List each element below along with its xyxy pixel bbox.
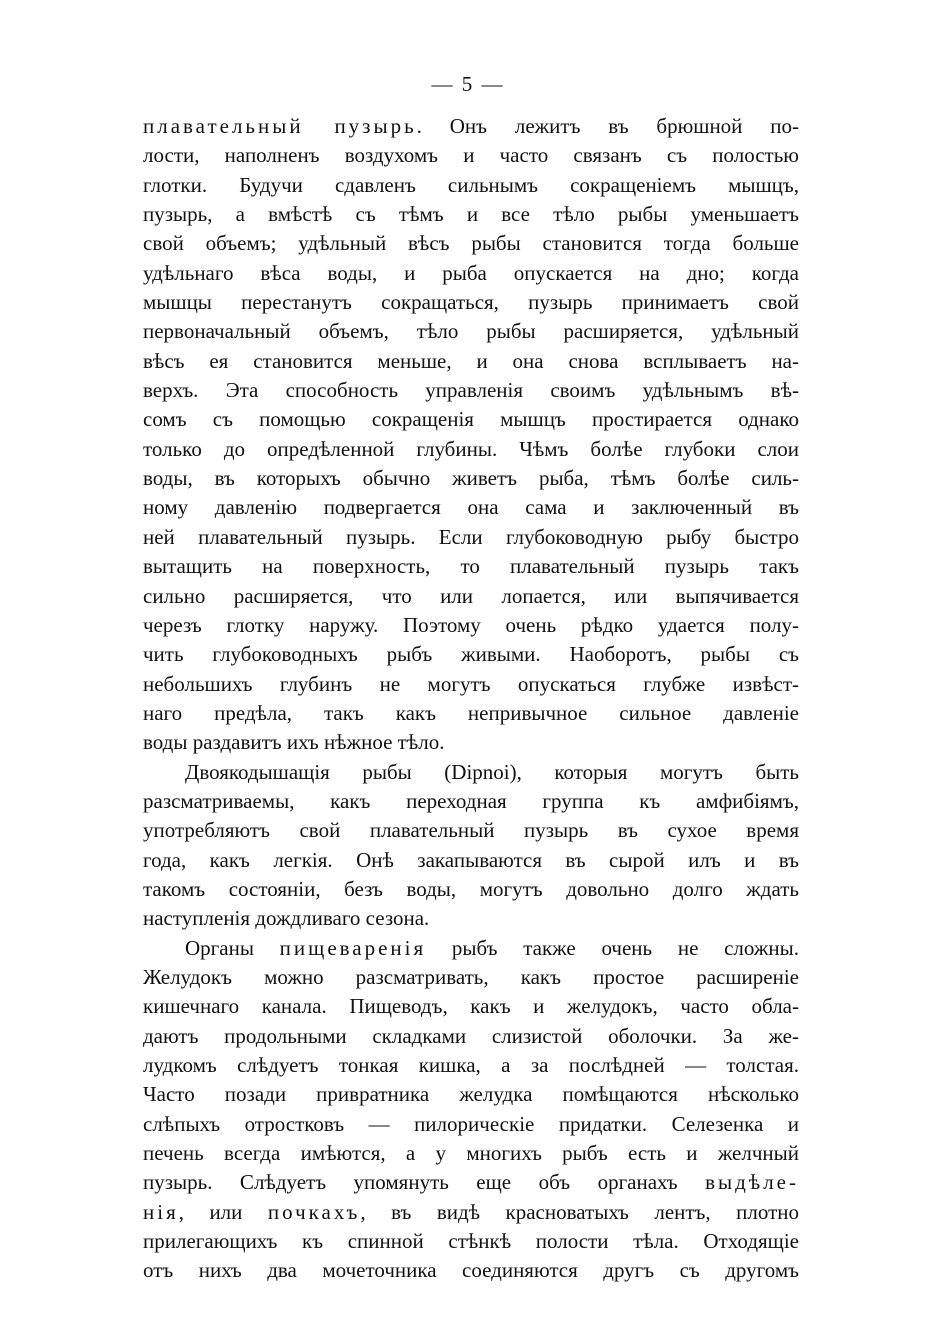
page-number: — 5 — bbox=[431, 72, 505, 96]
text-run: , въ видѣ красноватыхъ лентъ, плотно bbox=[360, 1199, 799, 1224]
text-run: верхъ. Эта способность управленія своимъ удѣльнымъ вѣ- bbox=[143, 378, 799, 403]
text-run: пузырь, а вмѣстѣ съ тѣмъ и все тѣло рыбы уменьшаетъ bbox=[143, 202, 799, 227]
text-run: кишечнаго канала. Пищеводъ, какъ и желудокъ, часто обла- bbox=[143, 994, 799, 1019]
text-line bbox=[143, 699, 799, 728]
text-line bbox=[143, 1256, 799, 1285]
text-run: мышцы перестанутъ сокращаться, пузырь принимаетъ свой bbox=[143, 290, 799, 315]
text-line bbox=[143, 1022, 799, 1051]
text-line bbox=[143, 288, 799, 317]
text-run: прилегающихъ къ спинной стѣнкѣ полости тѣла. Отходящіе bbox=[143, 1229, 799, 1254]
text-run: глотки. Будучи сдавленъ сильнымъ сокращеніемъ мышцъ, bbox=[143, 172, 799, 197]
text-line bbox=[143, 670, 799, 699]
text-line bbox=[143, 934, 799, 963]
text-line bbox=[143, 875, 799, 904]
text-run: только до опредѣленной глубины. Чѣмъ болѣе глубоки слои bbox=[143, 436, 799, 461]
text-line bbox=[143, 582, 799, 611]
text-run: года, какъ легкія. Онѣ закапываются въ сырой илъ и въ bbox=[143, 847, 799, 872]
text-line bbox=[143, 493, 799, 522]
text-line bbox=[143, 259, 799, 288]
text-run: ней плавательный пузырь. Если глубоководную рыбу быстро bbox=[143, 524, 799, 549]
text-line bbox=[143, 405, 799, 434]
text-line bbox=[143, 1227, 799, 1256]
text-run: небольшихъ глубинъ не могутъ опускаться глубже извѣст- bbox=[143, 671, 799, 696]
paragraph-dipnoi bbox=[143, 758, 799, 934]
spaced-term: нія bbox=[143, 1199, 179, 1224]
text-run: вѣсъ ея становится меньше, и она снова всплываетъ на- bbox=[143, 348, 799, 373]
text-run: , или bbox=[178, 1199, 268, 1224]
text-line bbox=[143, 141, 799, 170]
text-run: Желудокъ можно разсматривать, какъ простое расширеніе bbox=[143, 964, 799, 989]
text-run: употребляютъ свой плавательный пузырь въ сухое время bbox=[143, 818, 799, 843]
text-run: воды раздавитъ ихъ нѣжное тѣло. bbox=[143, 730, 445, 755]
text-line bbox=[143, 112, 799, 141]
text-line bbox=[143, 816, 799, 845]
text-line bbox=[143, 640, 799, 669]
text-line bbox=[143, 229, 799, 258]
text-line bbox=[143, 846, 799, 875]
text-body bbox=[143, 112, 799, 1286]
text-run: воды, въ которыхъ обычно живетъ рыба, тѣмъ болѣе силь- bbox=[143, 466, 799, 491]
text-line bbox=[143, 758, 799, 787]
text-run: вытащить на поверхность, то плавательный пузырь такъ bbox=[143, 554, 799, 579]
text-line bbox=[143, 1139, 799, 1168]
text-line bbox=[143, 464, 799, 493]
text-run: лудкомъ слѣдуетъ тонкая кишка, а за послѣдней — толстая. bbox=[143, 1053, 799, 1077]
text-run: свой объемъ; удѣльный вѣсъ рыбы становится тогда больше bbox=[143, 231, 799, 256]
spaced-term: почкахъ bbox=[267, 1199, 361, 1224]
text-line bbox=[143, 347, 799, 376]
text-line bbox=[143, 317, 799, 346]
text-line bbox=[143, 787, 799, 816]
text-line bbox=[143, 200, 799, 229]
text-run: наго предѣла, такъ какъ непривычное сильное давленіе bbox=[143, 700, 799, 725]
text-run: черезъ глотку наружу. Поэтому очень рѣдко удается полу- bbox=[143, 612, 799, 637]
paragraph-digestion bbox=[143, 934, 799, 1286]
spaced-term: пищеваренія bbox=[279, 935, 427, 960]
text-run: разсматриваемы, какъ переходная группа къ амфибіямъ, bbox=[143, 788, 799, 813]
text-run: рыбъ также очень не сложны. bbox=[426, 935, 799, 960]
text-run: наступленія дождливаго сезона. bbox=[143, 906, 430, 931]
spaced-term: выдѣле- bbox=[705, 1170, 799, 1195]
text-run: . Онъ лежитъ въ брюшной по- bbox=[416, 114, 799, 138]
text-line bbox=[143, 435, 799, 464]
text-line bbox=[143, 611, 799, 640]
text-run: Часто позади привратника желудка помѣщаются нѣсколько bbox=[143, 1082, 799, 1107]
text-run: лости, наполненъ воздухомъ и часто связанъ съ полостью bbox=[143, 143, 799, 168]
text-run: пузырь. Слѣдуетъ упомянуть еще объ органахъ bbox=[143, 1170, 706, 1195]
text-line bbox=[143, 523, 799, 552]
spaced-term: плавательный пузырь bbox=[143, 114, 417, 138]
text-line bbox=[143, 992, 799, 1021]
text-line bbox=[143, 171, 799, 200]
text-line bbox=[143, 1110, 799, 1139]
text-line bbox=[143, 552, 799, 581]
text-line bbox=[143, 963, 799, 992]
text-line bbox=[143, 1168, 799, 1197]
text-run: такомъ состояніи, безъ воды, могутъ довольно долго ждать bbox=[143, 876, 799, 901]
text-line bbox=[143, 376, 799, 405]
text-line bbox=[143, 728, 799, 757]
text-run: сильно расширяется, что или лопается, или выпячивается bbox=[143, 583, 799, 608]
text-run: Органы bbox=[185, 935, 280, 960]
text-run: слѣпыхъ отростковъ — пилорическіе придатки. Селезенка и bbox=[143, 1111, 799, 1136]
text-line bbox=[143, 1051, 799, 1080]
text-run: Двоякодышащія рыбы (Dipnoi), которыя могутъ быть bbox=[185, 759, 799, 784]
text-line bbox=[143, 904, 799, 933]
text-run: удѣльнаго вѣса воды, и рыба опускается на дно; когда bbox=[143, 260, 799, 285]
text-run: ному давленію подвергается она сама и заключенный въ bbox=[143, 495, 799, 520]
paragraph-swim-bladder bbox=[143, 112, 799, 758]
text-line bbox=[143, 1080, 799, 1109]
text-run: печень всегда имѣются, а у многихъ рыбъ есть и желчный bbox=[143, 1141, 799, 1166]
text-run: отъ нихъ два мочеточника соединяются другъ съ другомъ bbox=[143, 1258, 799, 1283]
text-run: даютъ продольными складками слизистой оболочки. За же- bbox=[143, 1023, 799, 1048]
text-line bbox=[143, 1198, 799, 1227]
text-run: первоначальный объемъ, тѣло рыбы расширяется, удѣльный bbox=[143, 319, 799, 344]
text-run: чить глубоководныхъ рыбъ живыми. Наоборотъ, рыбы съ bbox=[143, 642, 799, 667]
text-run: сомъ съ помощью сокращенія мышцъ простирается однако bbox=[143, 407, 799, 432]
